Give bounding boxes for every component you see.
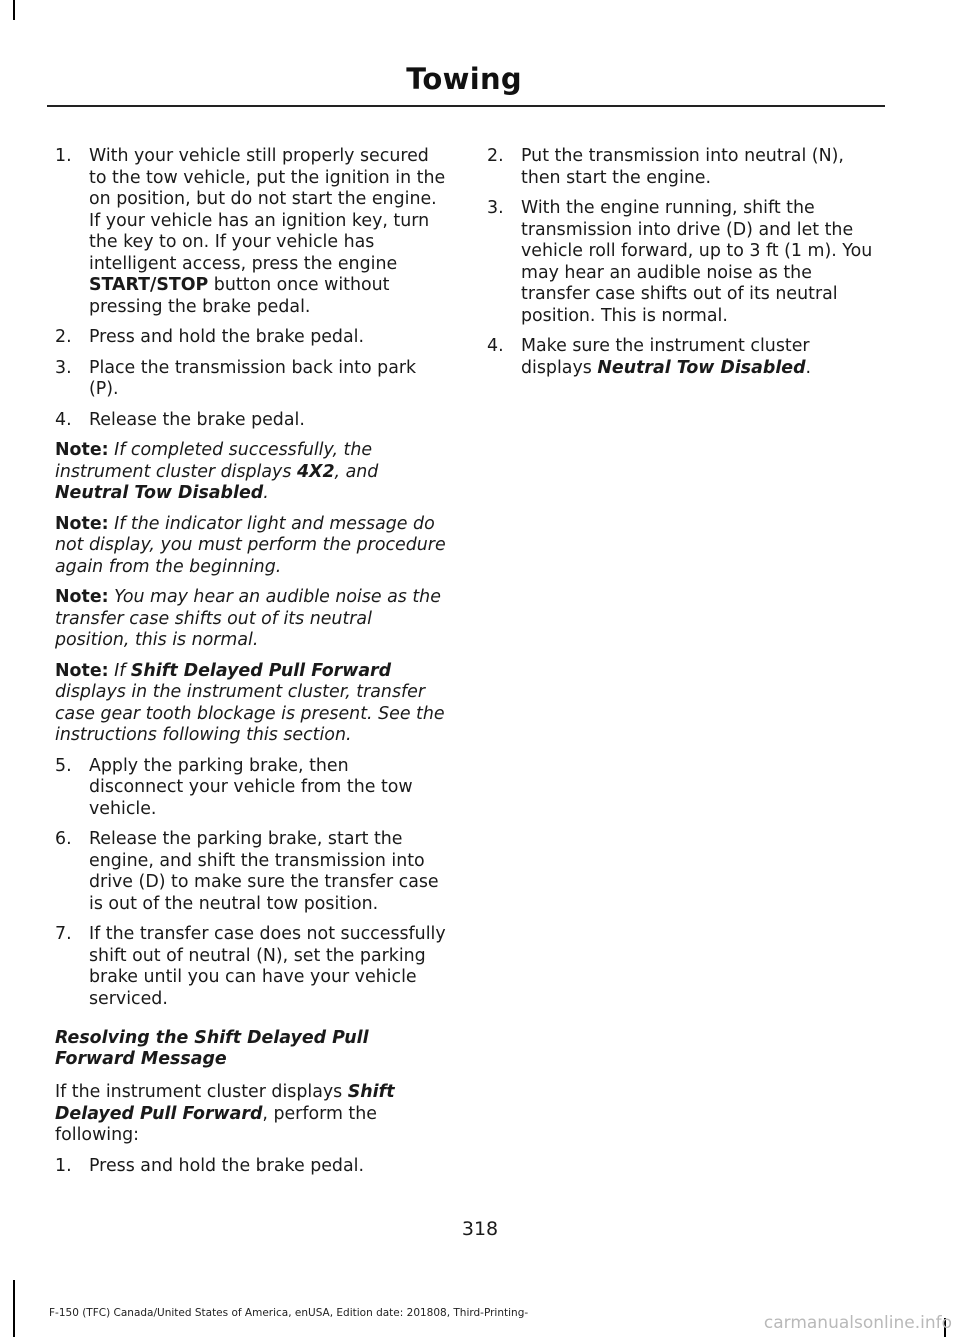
header-divider xyxy=(47,105,885,107)
list-item xyxy=(55,358,447,401)
crop-mark-bottom-left xyxy=(13,1280,15,1337)
crop-mark-top-left xyxy=(13,0,15,20)
list-item xyxy=(55,924,447,1010)
list-item xyxy=(487,336,879,379)
step-text: Release the parking brake, start the engine, and shift the transmission into drive (D) to make sure the transfer case is out of the neutral tow position. xyxy=(89,829,439,914)
list-number: 7. xyxy=(55,924,72,944)
step-text: With your vehicle still properly secured to the tow vehicle, put the ignition in the on position, but do not start the engine. If your vehicle has an ignition key, turn the key to on. If your vehicle has intelligent access, press the engine xyxy=(89,146,446,274)
list-number: 3. xyxy=(55,357,72,378)
intro-text: If the instrument cluster displays xyxy=(55,1082,348,1102)
display-message: Neutral Tow Disabled xyxy=(597,357,806,378)
watermark-text: carmanualsonline.info xyxy=(763,1313,952,1333)
step-text: Press and hold the brake pedal. xyxy=(89,327,364,347)
step-text: Put the transmission into neutral (N), then start the engine. xyxy=(521,146,844,188)
list-number: 1. xyxy=(55,1155,72,1176)
list-number: 4. xyxy=(487,336,504,356)
list-number: 4. xyxy=(55,409,72,430)
note-label: Note: xyxy=(55,587,109,607)
note-text: You may hear an audible noise as the transfer case shifts out of its neutral position, this is normal. xyxy=(55,587,441,650)
note-text: If completed successfully, the instrument cluster displays xyxy=(55,440,373,482)
page-number: 318 xyxy=(461,1218,499,1240)
note-label: Note: xyxy=(55,660,109,681)
note-paragraph xyxy=(55,514,447,579)
step-text: Release the brake pedal. xyxy=(89,409,305,430)
step-text: Place the transmission back into park (P). xyxy=(89,357,417,399)
list-item xyxy=(55,146,447,318)
list-number: 1. xyxy=(55,146,72,166)
list-item xyxy=(55,1156,447,1178)
step-text: Make sure the instrument cluster displays xyxy=(521,336,810,378)
right-column xyxy=(487,146,879,388)
left-column xyxy=(55,146,447,1186)
intro-paragraph xyxy=(55,1082,447,1147)
list-item xyxy=(487,146,879,189)
list-item xyxy=(55,410,447,432)
note-label: Note: xyxy=(55,513,109,534)
note-paragraph xyxy=(55,440,447,505)
start-stop-label: START/STOP xyxy=(89,275,209,295)
step-text: Press and hold the brake pedal. xyxy=(89,1155,364,1176)
list-item xyxy=(487,198,879,327)
note-text: . xyxy=(263,483,269,503)
note-text: If xyxy=(108,660,131,681)
note-text: displays in the instrument cluster, transfer case gear tooth blockage is present. See the instructions following this section. xyxy=(55,682,445,745)
display-message: Neutral Tow Disabled xyxy=(55,483,264,503)
list-number: 6. xyxy=(55,829,72,849)
display-message: 4X2 xyxy=(296,461,335,482)
page-title: Towing xyxy=(406,62,522,96)
step-text: button once without pressing the brake pedal. xyxy=(89,275,390,317)
list-number: 3. xyxy=(487,198,504,218)
list-number: 2. xyxy=(487,146,504,166)
note-text: , and xyxy=(334,461,379,482)
step-text: With the engine running, shift the transmission into drive (D) and let the vehicle roll forward, up to 3 ft (1 m). You may hear an audible noise as the transfer case shifts out of its neutral position. This is normal. xyxy=(521,198,873,326)
display-message: Shift Delayed Pull Forward xyxy=(55,1082,395,1124)
display-message: Shift Delayed Pull Forward xyxy=(130,660,392,681)
step-text: Apply the parking brake, then disconnect your vehicle from the tow vehicle. xyxy=(89,755,413,819)
intro-text: , perform the following: xyxy=(55,1103,377,1145)
note-label: Note: xyxy=(55,440,109,460)
step-text: If the transfer case does not successfully shift out of neutral (N), set the parking brake until you can have your vehicle serviced. xyxy=(89,924,446,1009)
step-text: . xyxy=(805,357,812,378)
note-paragraph xyxy=(55,587,447,652)
list-number: 5. xyxy=(55,755,72,776)
list-item xyxy=(55,756,447,821)
list-item xyxy=(55,327,447,349)
list-item xyxy=(55,829,447,915)
list-number: 2. xyxy=(55,327,72,347)
edition-footer: F-150 (TFC) Canada/United States of America, enUSA, Edition date: 201808, Third-Printing- xyxy=(49,1307,529,1319)
section-subheading: Resolving the Shift Delayed Pull Forward Message xyxy=(55,1028,369,1069)
note-paragraph xyxy=(55,661,447,747)
note-text: If the indicator light and message do not display, you must perform the procedure again from the beginning. xyxy=(55,513,446,577)
